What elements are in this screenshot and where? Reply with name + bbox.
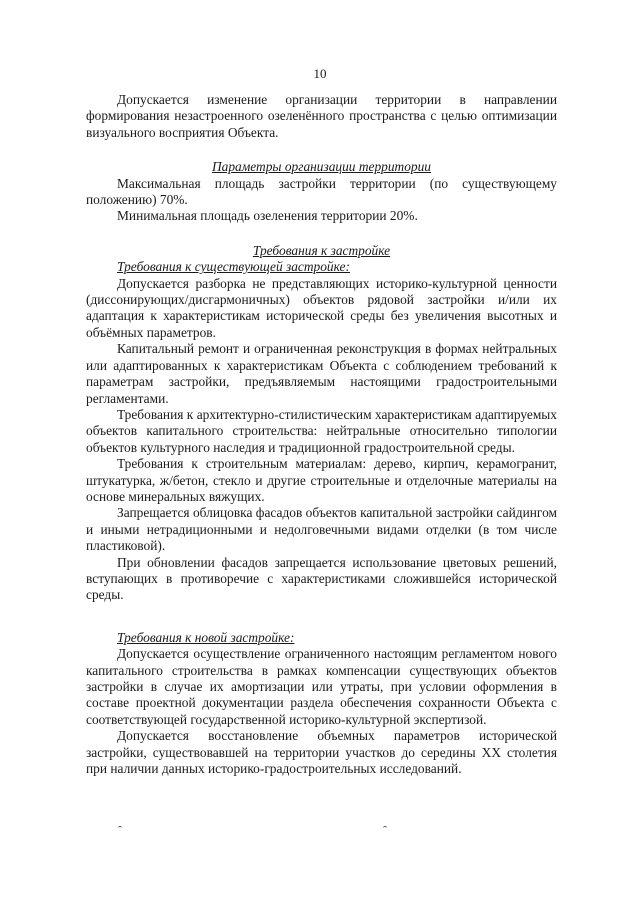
paragraph-max-building-area: Максимальная площадь застройки территории (по существующему положению) 70%. — [86, 175, 557, 208]
scan-artifacts — [0, 826, 640, 834]
scan-mark — [118, 826, 122, 830]
subheading-new-building: Требования к новой застройке: — [117, 629, 295, 645]
section-heading-territory: Параметры организации территории — [211, 159, 431, 175]
scan-mark — [383, 826, 387, 830]
subheading-existing-building: Требования к существующей застройке: — [117, 259, 350, 275]
intro-paragraph: Допускается изменение организации территории в направлении формирования незастроенного озеленённого пространства с целью оптимизации визуального восприятия Объекта. — [86, 92, 557, 140]
paragraph-existing-2: Капитальный ремонт и ограниченная реконструкция в формах нейтральных или адаптированных к характеристикам Объекта с соблюдением требований к параметрам застройки, предъявляемым настоящими градостроительными регламентами. — [86, 341, 557, 406]
section-heading-building: Требования к застройке — [252, 242, 391, 258]
paragraph-new-1: Допускается осуществление ограниченного настоящим регламентом нового капитального строительства в рамках компенсации существующих объектов застройки в случае их амортизации или утраты, при условии оформления в составе проектной документации раздела обеспечения сохранности Объекта с соответствующей государственной историко-культурной экспертизой. — [86, 646, 557, 727]
paragraph-existing-6: При обновлении фасадов запрещается использование цветовых решений, вступающих в противоречие с характеристиками сложившейся исторической среды. — [86, 554, 557, 603]
paragraph-existing-5: Запрещается облицовка фасадов объектов капитальной застройки сайдингом и иными нетрадиционными и недолговечными видами отделки (в том числе пластиковой). — [86, 505, 557, 554]
paragraph-new-2: Допускается восстановление объемных параметров исторической застройки, существовавшей на территории участков до середины XX столетия при наличии данных историко-градостроительных исследований. — [86, 728, 557, 777]
paragraph-existing-3: Требования к архитектурно-стилистическим характеристикам адаптируемых объектов капитального строительства: нейтральные относительно типологии объектов культурного наследия и традиционной градостроительной среды. — [86, 406, 557, 455]
page-number: 10 — [313, 66, 327, 81]
document-body — [86, 92, 557, 777]
paragraph-existing-4: Требования к строительным материалам: дерево, кирпич, керамогранит, штукатурка, ж/бетон, стекло и другие строительные и отделочные материалы на основе минеральных вяжущих. — [86, 456, 557, 504]
paragraph-min-green-area: Минимальная площадь озеленения территории 20%. — [117, 208, 418, 224]
paragraph-existing-1: Допускается разборка не представляющих историко-культурной ценности (диссонирующих/дисгармоничных) объектов рядовой застройки и/или их адаптация к характеристикам исторической среды без увеличения высотных и объёмных параметров. — [86, 275, 557, 340]
